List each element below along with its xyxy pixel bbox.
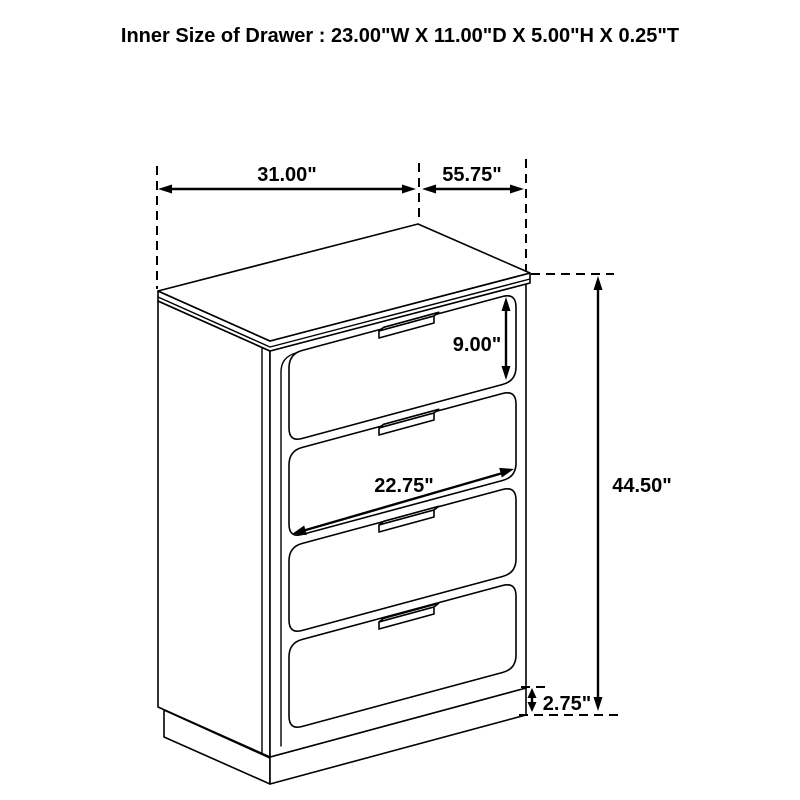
side-panel-face: [158, 301, 270, 757]
dim-overall-height-label: 44.50": [612, 475, 672, 497]
arrowhead-up-icon: [594, 276, 603, 290]
arrowhead-down-icon: [528, 702, 537, 712]
arrowhead-right-icon: [510, 185, 524, 194]
dim-base-height-label: 2.75": [542, 693, 592, 715]
dim-drawer-height-label: 9.00": [452, 334, 502, 356]
chest-side-panel: [158, 301, 270, 757]
dim-top-width-label: 31.00": [257, 164, 317, 186]
dim-top-depth: [422, 164, 524, 194]
dim-overall-height: [594, 276, 672, 711]
dim-base-height: [528, 688, 592, 715]
arrowhead-down-icon: [594, 697, 603, 711]
dim-top-width: [158, 164, 416, 194]
dim-drawer-width-label: 22.75": [374, 475, 434, 497]
dim-top-depth-label: 55.75": [442, 164, 502, 186]
arrowhead-left-icon: [158, 185, 172, 194]
arrowhead-left-icon: [422, 185, 436, 194]
drawing-title: Inner Size of Drawer : 23.00"W X 11.00"D X 5.00"H X 0.25"T: [120, 25, 680, 47]
arrowhead-right-icon: [402, 185, 416, 194]
arrowhead-up-icon: [528, 688, 537, 698]
chest-of-drawers: [158, 224, 530, 784]
